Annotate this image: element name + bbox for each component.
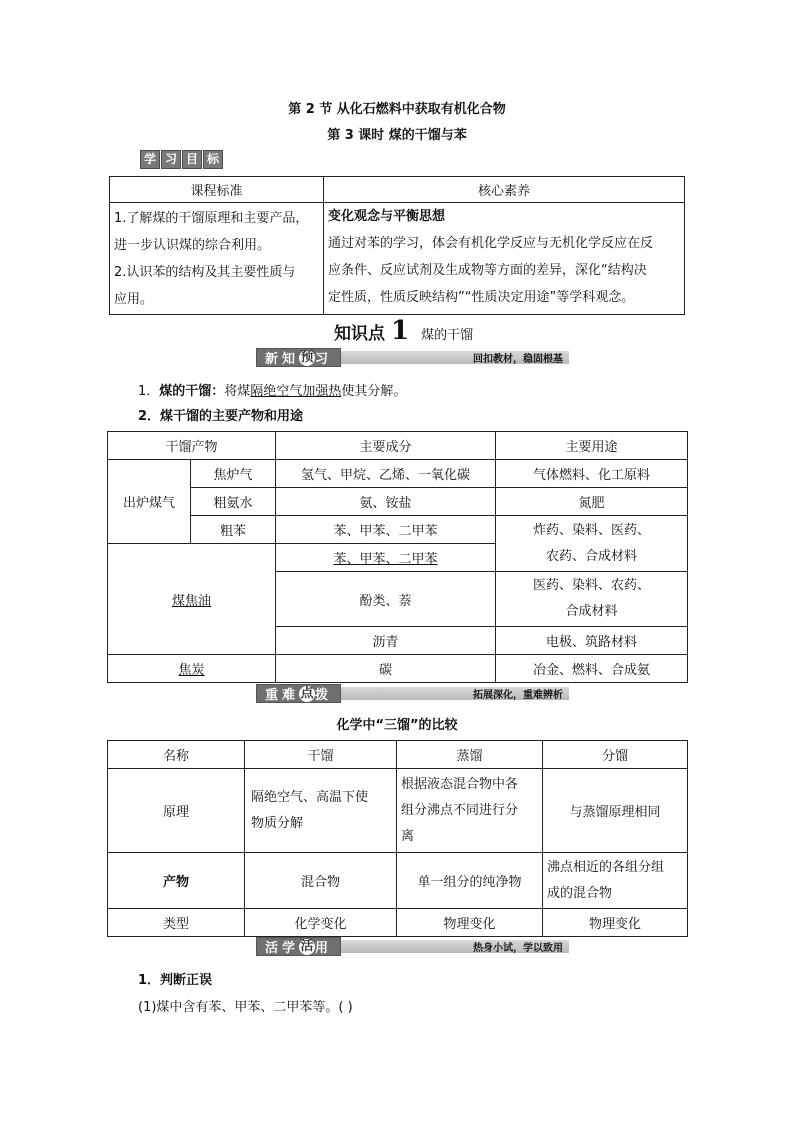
compare-header: 名称 (108, 741, 245, 769)
banner-note: 拓展深化，重难辨析 (341, 687, 569, 700)
banner-text: 习 (315, 352, 333, 367)
products-header: 主要成分 (276, 432, 496, 460)
compare-cell (397, 853, 543, 909)
compare-header: 分馏 (543, 741, 688, 769)
badge-char: 习 (161, 150, 181, 169)
item-text: 将煤 (224, 384, 251, 399)
section-title: 第 2 节 从化石燃料中获取有机化合物 (288, 102, 506, 117)
banner-highlight: 点 (300, 685, 314, 701)
compare-cell (543, 769, 688, 853)
goal-line: 2.认识苯的结构及其主要性质与 (114, 265, 296, 280)
compare-cell (543, 853, 688, 909)
banner-text: 用 (315, 941, 333, 956)
compare-cell (245, 909, 397, 937)
cell-line: 隔绝空气、高温下使 (251, 789, 369, 805)
product-comp: 氢气、甲烷、乙烯、一氧化碳 (276, 460, 496, 488)
compare-cell (543, 909, 688, 937)
practice-banner (256, 938, 569, 955)
item-label: 煤的干馏： (159, 384, 225, 399)
tar-comp: 苯、甲苯、二甲苯 (276, 544, 496, 572)
products-header: 干馏产物 (108, 432, 276, 460)
badge-char: 标 (203, 150, 223, 169)
cell-line: 与蒸馏原理相同 (569, 805, 661, 820)
lesson-title: 第 3 课时 煤的干馏与苯 (327, 128, 467, 143)
cell-line: 离 (401, 828, 415, 844)
goal-line: 1.了解煤的干馏原理和主要产品， (114, 211, 309, 226)
cell-line: 物理变化 (588, 917, 641, 932)
coke-comp: 碳 (276, 655, 496, 683)
products-header: 主要用途 (496, 432, 688, 460)
intro-item-2: 2．煤干馏的主要产物和用途 (138, 409, 304, 424)
goals-header-standard: 课程标准 (110, 177, 324, 203)
knowledge-point-number: 1 (391, 316, 410, 346)
product-name: 粗苯 (191, 516, 276, 544)
exercise-question: (1)煤中含有苯、甲苯、二甲苯等。( ) (138, 1000, 353, 1015)
item-text: 使其分解。 (341, 384, 407, 399)
compare-cell (245, 769, 397, 853)
tar-comp: 沥青 (276, 627, 496, 655)
product-use: 氮肥 (496, 488, 688, 516)
preview-banner (256, 349, 569, 366)
compare-header: 蒸馏 (397, 741, 543, 769)
banner-note: 热身小试，学以致用 (341, 940, 569, 953)
compare-cell (397, 769, 543, 853)
compare-title: 化学中“三馏”的比较 (336, 718, 458, 733)
cell-line: 混合物 (300, 875, 340, 890)
badge-char: 目 (182, 150, 202, 169)
cell-line: 物理变化 (443, 917, 496, 932)
compare-cell (397, 909, 543, 937)
product-name: 粗氨水 (191, 488, 276, 516)
products-group-gas: 出炉煤气 (108, 460, 191, 544)
knowledge-point-heading (334, 316, 473, 346)
tar-use (496, 572, 688, 627)
compare-header: 干馏 (245, 741, 397, 769)
goal-line: 应用。 (114, 292, 154, 307)
goals-header-literacy: 核心素养 (324, 177, 685, 203)
cell-line: 物质分解 (251, 815, 304, 831)
goal-line: 进一步认识煤的综合利用。 (114, 238, 271, 253)
banner-text: 新知 (265, 352, 300, 367)
compare-table (107, 740, 688, 937)
literacy-heading: 变化观念与平衡思想 (328, 209, 446, 224)
product-name: 焦炉气 (191, 460, 276, 488)
product-comp: 苯、甲苯、二甲苯 (276, 516, 496, 544)
banner-highlight: 活 (300, 938, 314, 954)
banner-highlight: 预 (300, 349, 314, 365)
use-line: 炸药、染料、医药、 (532, 522, 650, 538)
use-line: 合成材料 (565, 604, 618, 619)
compare-cell (245, 853, 397, 909)
products-table (107, 431, 688, 683)
key-points-banner (256, 685, 569, 702)
product-comp: 氨、铵盐 (276, 488, 496, 516)
banner-text: 重难 (265, 688, 300, 703)
cell-line: 组分沸点不同进行分 (401, 802, 519, 818)
cell-line: 成的混合物 (547, 885, 613, 901)
use-line: 农药、合成材料 (545, 548, 637, 564)
banner-text: 活学 (265, 941, 300, 956)
literacy-line: 定性质，性质反映结构”“性质决定用途”等学科观念。 (328, 290, 635, 305)
learning-goals-badge (140, 150, 223, 169)
banner-label (256, 937, 341, 956)
goals-literacy-cell (324, 203, 685, 315)
banner-text: 拨 (315, 688, 333, 703)
exercise-heading: 1．判断正误 (138, 973, 213, 988)
product-coke: 焦炭 (108, 655, 276, 683)
compare-row-label: 产物 (108, 853, 245, 909)
coke-use: 冶金、燃料、合成氨 (496, 655, 688, 683)
cell-line: 单一组分的纯净物 (417, 875, 522, 890)
banner-note: 回扣教材，稳固根基 (341, 351, 569, 364)
product-use-benzene (496, 516, 688, 572)
literacy-line: 通过对苯的学习，体会有机化学反应与无机化学反应在反 (328, 236, 654, 251)
tar-comp: 酚类、萘 (276, 572, 496, 627)
goals-standard-cell (110, 203, 324, 315)
literacy-line: 应条件、反应试剂及生成物等方面的差异，深化“结构决 (328, 263, 647, 278)
compare-row-label: 原理 (108, 769, 245, 853)
cell-line: 沸点相近的各组分组 (547, 859, 665, 875)
intro-item-1 (138, 380, 406, 399)
compare-row-label: 类型 (108, 909, 245, 937)
underlined-answer: 隔绝空气 (250, 384, 303, 399)
knowledge-point-topic: 煤的干馏 (421, 328, 474, 343)
banner-label (256, 348, 341, 367)
tar-use: 电极、筑路材料 (496, 627, 688, 655)
banner-label (256, 684, 341, 703)
underlined-answer: 加强热 (302, 384, 342, 399)
product-tar: 煤焦油 (108, 544, 276, 655)
cell-line: 根据液态混合物中各 (401, 776, 519, 792)
product-use: 气体燃料、化工原料 (496, 460, 688, 488)
use-line: 医药、染料、农药、 (532, 578, 650, 593)
badge-char: 学 (140, 150, 160, 169)
item-prefix: 1． (138, 384, 160, 399)
goals-table (109, 176, 685, 315)
cell-line: 化学变化 (294, 917, 347, 932)
knowledge-point-label: 知识点 (334, 324, 385, 344)
